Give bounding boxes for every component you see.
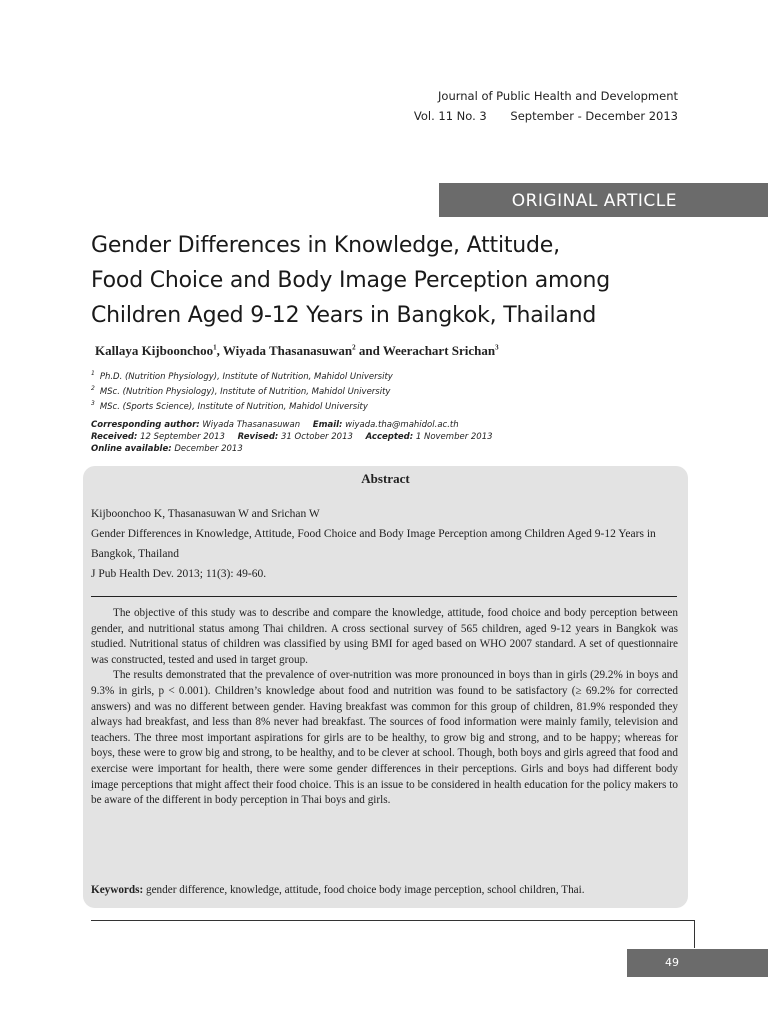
correspondence-block: [91, 419, 493, 455]
affiliations: [91, 368, 393, 412]
author-1-sup: 1: [213, 343, 217, 352]
affiliation-3-num: 3: [91, 399, 95, 407]
abstract-citation: [91, 504, 681, 584]
article-type-banner: ORIGINAL ARTICLE: [439, 183, 768, 217]
abstract-paragraph-2: The results demonstrated that the prevalence of over-nutrition was more pronounced in boys than in girls (29.2% in boys and 9.3% in girls, p < 0.001). Children’s knowledge about food and nutrition was found to be satisfactory (≥ 69.2% for corrected answers) and was no different between gender. Having breakfast was common for this group of children, 81.9% responded they always had breakfast, and less than 8% never had breakfast. The sources of food information were mainly family, television and teachers. The three most important aspirations for girls are to be healthy, to grow big and strong, and to be happy; whereas for boys, these were to grow big and strong, to be healthy, and to be clever at school. Though, both boys and girls agreed that food and exercise were important for health, there were some gender differences in their perceptions. Girls and boys had different body image perceptions that might affect their food choice. This is an issue to be considered in health education for the policy makers to be aware of the different in body perception in Thai boys and girls.: [91, 669, 678, 807]
revised-label: Revised:: [237, 432, 279, 442]
author-2-sup: 2: [352, 343, 356, 352]
affiliation-1-num: 1: [91, 370, 95, 377]
authors: [95, 343, 499, 359]
accepted-label: Accepted:: [365, 432, 414, 442]
corresponding-author-line: [91, 419, 493, 431]
footer-rule: [91, 920, 695, 921]
author-1: Kallaya Kijboonchoo: [95, 343, 214, 358]
title-line-2: Food Choice and Body Image Perception among: [91, 268, 611, 293]
citation-title: Gender Differences in Knowledge, Attitude, Food Choice and Body Image Perception among Children Aged 9-12 Years in Bangkok, Thailand: [91, 528, 656, 560]
journal-issue: [414, 106, 678, 126]
keywords-text: gender difference, knowledge, attitude, food choice body image perception, school children, Thai.: [146, 884, 585, 896]
corr-author: Wiyada Thasanasuwan: [202, 420, 301, 430]
affiliation-2: [91, 383, 393, 398]
dates-line: [91, 431, 493, 443]
keywords-label: Keywords:: [91, 884, 144, 896]
abstract-box: [83, 466, 688, 908]
online-date: December 2013: [174, 444, 243, 454]
affiliation-1: [91, 368, 393, 383]
revised-date: 31 October 2013: [281, 432, 353, 442]
affiliation-3: [91, 398, 393, 413]
author-3-sup: 3: [495, 343, 499, 352]
abstract-heading: Abstract: [361, 471, 410, 486]
corr-author-label: Corresponding author:: [91, 420, 200, 430]
title-line-3: Children Aged 9-12 Years in Bangkok, Thailand: [91, 303, 597, 328]
journal-date: September - December 2013: [510, 109, 678, 123]
affiliation-2-num: 2: [91, 384, 95, 392]
affiliation-3-text: MSc. (Sports Science), Institute of Nutrition, Mahidol University: [99, 401, 368, 412]
author-and: and: [358, 343, 380, 358]
journal-volume: Vol. 11 No. 3: [413, 109, 487, 123]
abstract-divider: [91, 596, 677, 597]
corr-email-label: Email:: [312, 420, 343, 430]
author-sep: ,: [216, 343, 220, 358]
abstract-paragraph-1: The objective of this study was to describe and compare the knowledge, attitude, food choice and body perception between gender, and nutritional status among Thai children. A cross sectional survey of 565 children, aged 9-12 years in Bangkok was studied. Nutritional status of children was classified by using BMI for aged based on WHO 2007 standard. A set of questionnaire was constructed, tested and used in target group.: [91, 607, 678, 666]
citation-authors: Kijboonchoo K, Thasanasuwan W and Srichan W: [91, 508, 320, 520]
author-2: Wiyada Thasanasuwan: [222, 343, 353, 358]
journal-name: Journal of Public Health and Development: [438, 89, 678, 103]
received-date: 12 September 2013: [140, 432, 225, 442]
corr-email: wiyada.tha@mahidol.ac.th: [345, 420, 459, 430]
keywords: [91, 884, 585, 896]
article-title: [91, 228, 691, 333]
author-3: Weerachart Srichan: [382, 343, 496, 358]
page-number: 49: [627, 949, 768, 977]
received-label: Received:: [91, 432, 138, 442]
affiliation-1-text: Ph.D. (Nutrition Physiology), Institute of Nutrition, Mahidol University: [99, 371, 393, 382]
abstract-body: [91, 606, 678, 809]
affiliation-2-text: MSc. (Nutrition Physiology), Institute of Nutrition, Mahidol University: [99, 386, 391, 397]
accepted-date: 1 November 2013: [415, 432, 493, 442]
citation-source: J Pub Health Dev. 2013; 11(3): 49-60.: [91, 568, 267, 580]
title-line-1: Gender Differences in Knowledge, Attitude,: [91, 233, 560, 258]
journal-header: [414, 86, 678, 126]
footer-tick: [694, 920, 695, 948]
online-line: [91, 443, 493, 455]
online-label: Online available:: [91, 444, 172, 454]
